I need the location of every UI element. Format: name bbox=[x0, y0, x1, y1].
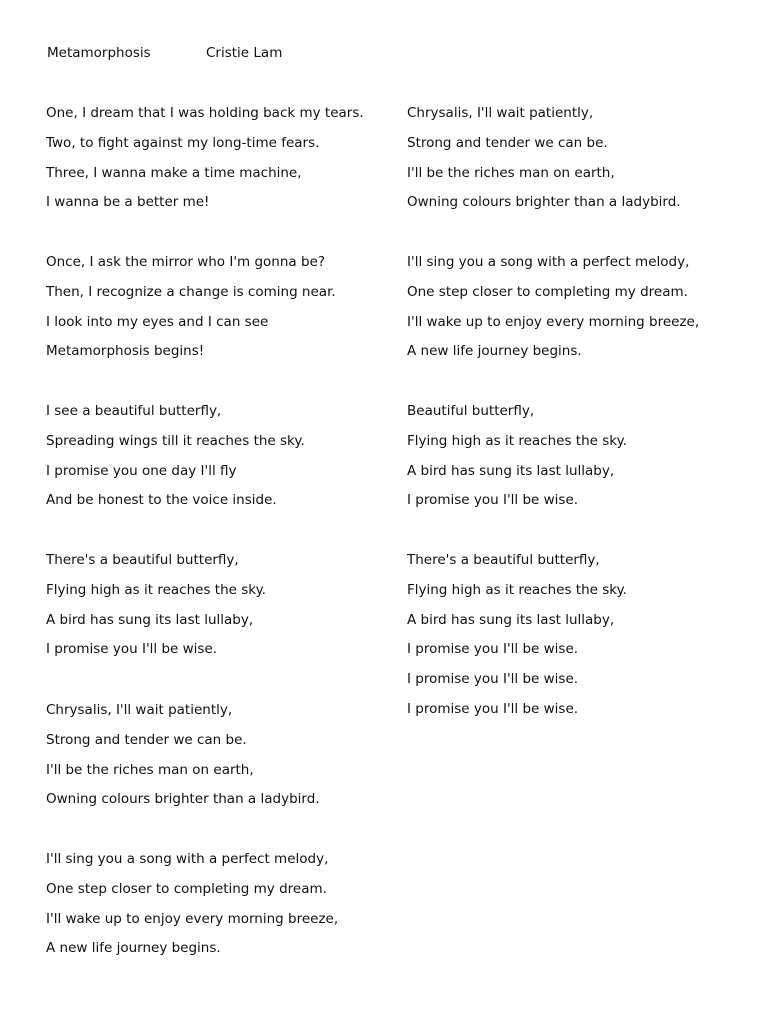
poem-line: And be honest to the voice inside. bbox=[46, 492, 277, 509]
poem-line: Flying high as it reaches the sky. bbox=[46, 581, 266, 598]
poem-line: A new life journey begins. bbox=[407, 343, 582, 360]
poem-line: I wanna be a better me! bbox=[46, 194, 210, 211]
stanza bbox=[407, 253, 759, 372]
poem-line: A new life journey begins. bbox=[46, 940, 221, 957]
poem-line: I promise you I'll be wise. bbox=[407, 671, 579, 688]
poem-line: Metamorphosis begins! bbox=[46, 343, 205, 360]
poem-line: There's a beautiful butterfly, bbox=[407, 552, 600, 568]
poem-line: There's a beautiful butterfly, bbox=[46, 552, 239, 568]
poem-line: Once, I ask the mirror who I'm gonna be? bbox=[46, 254, 326, 270]
poem-line: Flying high as it reaches the sky. bbox=[407, 432, 627, 449]
stanza bbox=[46, 551, 398, 670]
poem-line: Then, I recognize a change is coming near. bbox=[46, 283, 336, 300]
poem-line: I'll wake up to enjoy every morning breeze, bbox=[46, 910, 339, 927]
poem-line: One, I dream that I was holding back my tears. bbox=[46, 105, 364, 121]
stanza bbox=[46, 701, 398, 820]
poem-line: I'll be the riches man on earth, bbox=[46, 761, 254, 778]
stanza bbox=[407, 551, 759, 730]
stanza bbox=[46, 850, 398, 969]
poem-line: Three, I wanna make a time machine, bbox=[46, 164, 302, 181]
poem-line: Spreading wings till it reaches the sky. bbox=[46, 432, 305, 449]
poem-line: I'll sing you a song with a perfect melody, bbox=[46, 851, 329, 867]
poem-line: Two, to fight against my long-time fears. bbox=[46, 134, 320, 151]
poem-line: I see a beautiful butterfly, bbox=[46, 403, 222, 419]
poem-line: Strong and tender we can be. bbox=[407, 134, 608, 151]
poem-title: Metamorphosis bbox=[47, 45, 151, 61]
poem-line: I promise you I'll be wise. bbox=[407, 700, 579, 717]
poem-line: A bird has sung its last lullaby, bbox=[407, 611, 615, 628]
poem-line: I'll wake up to enjoy every morning breeze, bbox=[407, 313, 700, 330]
poem-line: I promise you one day I'll fly bbox=[46, 462, 237, 479]
poem-line: I'll be the riches man on earth, bbox=[407, 164, 615, 181]
poem-line: Beautiful butterfly, bbox=[407, 403, 535, 419]
stanza bbox=[46, 104, 398, 223]
poem-line: Flying high as it reaches the sky. bbox=[407, 581, 627, 598]
poem-line: I promise you I'll be wise. bbox=[407, 641, 579, 658]
poem-line: Chrysalis, I'll wait patiently, bbox=[46, 702, 233, 718]
poem-line: I look into my eyes and I can see bbox=[46, 313, 269, 330]
stanza bbox=[46, 402, 398, 521]
poem-line: Chrysalis, I'll wait patiently, bbox=[407, 105, 594, 121]
poem-line: I'll sing you a song with a perfect melody, bbox=[407, 254, 690, 270]
poem-line: A bird has sung its last lullaby, bbox=[46, 611, 254, 628]
poem-author: Cristie Lam bbox=[206, 45, 283, 61]
poem-line: A bird has sung its last lullaby, bbox=[407, 462, 615, 479]
poem-line: One step closer to completing my dream. bbox=[407, 283, 688, 300]
stanza bbox=[407, 402, 759, 521]
stanza bbox=[46, 253, 398, 372]
poem-line: One step closer to completing my dream. bbox=[46, 880, 327, 897]
poem-line: I promise you I'll be wise. bbox=[46, 641, 218, 658]
stanza bbox=[407, 104, 759, 223]
poem-line: Strong and tender we can be. bbox=[46, 731, 247, 748]
poem-line: Owning colours brighter than a ladybird. bbox=[407, 194, 681, 211]
poem-line: I promise you I'll be wise. bbox=[407, 492, 579, 509]
poem-line: Owning colours brighter than a ladybird. bbox=[46, 791, 320, 808]
